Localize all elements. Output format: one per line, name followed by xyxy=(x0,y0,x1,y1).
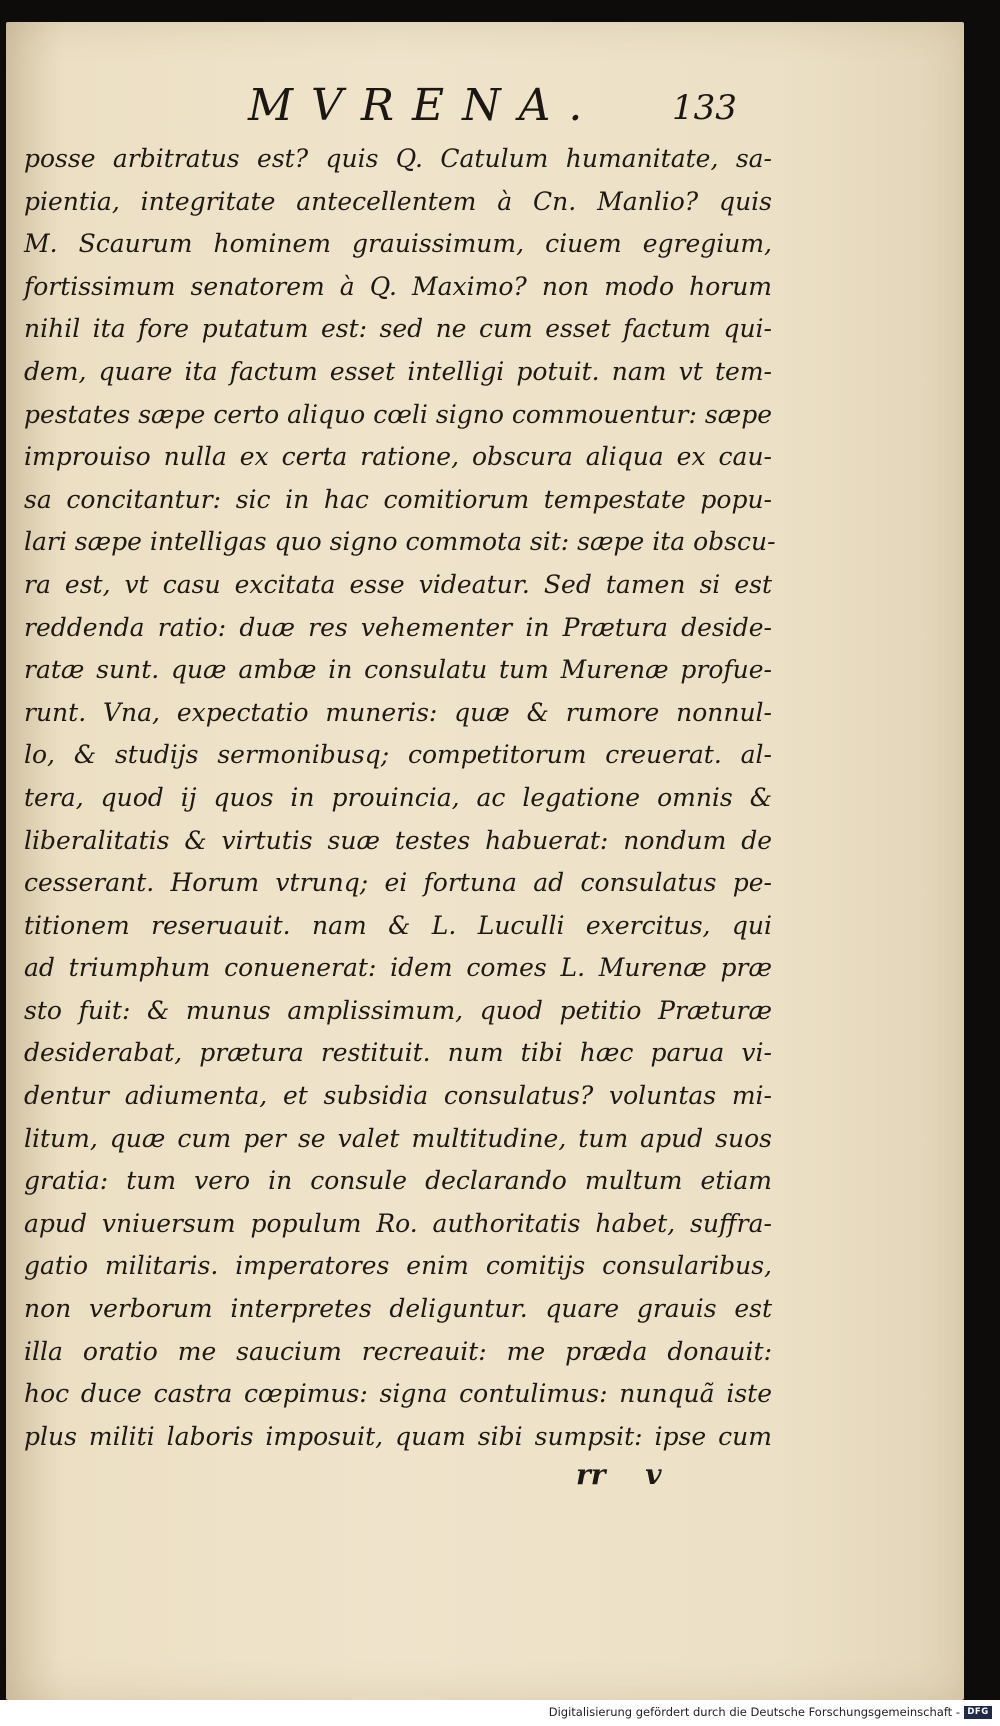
text-line: reddenda ratio: duæ res vehementer in Prætura deside- xyxy=(24,612,772,642)
funding-credit: Digitalisierung gefördert durch die Deutsche Forschungsgemeinschaft - xyxy=(548,1705,960,1719)
text-line: ratæ sunt. quæ ambæ in consulatu tum Murenæ profue- xyxy=(24,655,772,685)
text-line: posse arbitratus est? quis Q. Catulum humanitate, sa- xyxy=(24,144,772,173)
text-line: M. Scaurum hominem grauissimum, ciuem egregium, xyxy=(24,229,772,259)
text-line: dentur adiumenta, et subsidia consulatus? voluntas mi- xyxy=(24,1081,772,1111)
text-line: nihil ita fore putatum est: sed ne cum esset factum qui- xyxy=(24,314,772,344)
text-line: sa concitantur: sic in hac comitiorum tempestate popu- xyxy=(24,484,772,514)
text-line: lari sæpe intelligas quo signo commota sit: sæpe ita obscu- xyxy=(24,527,776,557)
text-line: improuiso nulla ex certa ratione, obscura aliqua ex cau- xyxy=(24,442,772,472)
text-line: litum, quæ cum per se valet multitudine, tum apud suos xyxy=(24,1123,772,1153)
scan-border xyxy=(964,22,1000,1726)
dfg-logo-icon: DFG xyxy=(964,1706,992,1719)
text-line: non verborum interpretes deliguntur. quare grauis est xyxy=(24,1294,772,1324)
text-line: titionem reseruauit. nam & L. Luculli exercitus, qui xyxy=(24,910,772,940)
text-line: gratia: tum vero in consule declarando multum etiam xyxy=(24,1166,772,1196)
page-header xyxy=(0,80,1000,140)
digitization-footer xyxy=(0,1700,1000,1726)
text-line: ad triumphum conuenerat: idem comes L. Murenæ præ xyxy=(24,953,772,983)
text-line: liberalitatis & virtutis suæ testes habuerat: nondum de xyxy=(24,825,772,855)
text-line: dem, quare ita factum esset intelligi potuit. nam vt tem- xyxy=(24,356,772,386)
text-line: ra est, vt casu excitata esse videatur. Sed tamen si est xyxy=(24,569,772,599)
text-line: runt. Vna, expectatio muneris: quæ & rumore nonnul- xyxy=(24,697,772,727)
text-line: lo, & studijs sermonibusq; competitorum creuerat. al- xyxy=(24,740,772,770)
text-line: cesserant. Horum vtrunq; ei fortuna ad consulatus pe- xyxy=(24,868,772,898)
text-line: pientia, integritate antecellentem à Cn. Manlio? quis xyxy=(24,186,772,216)
signature-mark: rr v xyxy=(576,1458,662,1491)
page-number: 133 xyxy=(672,88,737,128)
text-line: apud vniuersum populum Ro. authoritatis habet, suffra- xyxy=(24,1208,772,1238)
text-line: illa oratio me saucium recreauit: me præda donauit: xyxy=(24,1336,772,1366)
running-title: MVRENA. xyxy=(248,80,601,131)
text-line: plus militi laboris imposuit, quam sibi sumpsit: ipse cum xyxy=(24,1421,772,1451)
text-line: gatio militaris. imperatores enim comitijs consularibus, xyxy=(24,1251,772,1281)
body-text xyxy=(24,138,776,1458)
text-line: pestates sæpe certo aliquo cœli signo commouentur: sæpe xyxy=(24,399,772,429)
text-line: desiderabat, prætura restituit. num tibi hæc parua vi- xyxy=(24,1038,772,1068)
text-line: sto fuit: & munus amplissimum, quod petitio Præturæ xyxy=(24,995,772,1025)
text-line: tera, quod ij quos in prouincia, ac legatione omnis & xyxy=(24,782,772,812)
text-line: hoc duce castra cœpimus: signa contulimus: nunquã iste xyxy=(24,1379,772,1409)
text-line: fortissimum senatorem à Q. Maximo? non modo horum xyxy=(24,271,772,301)
